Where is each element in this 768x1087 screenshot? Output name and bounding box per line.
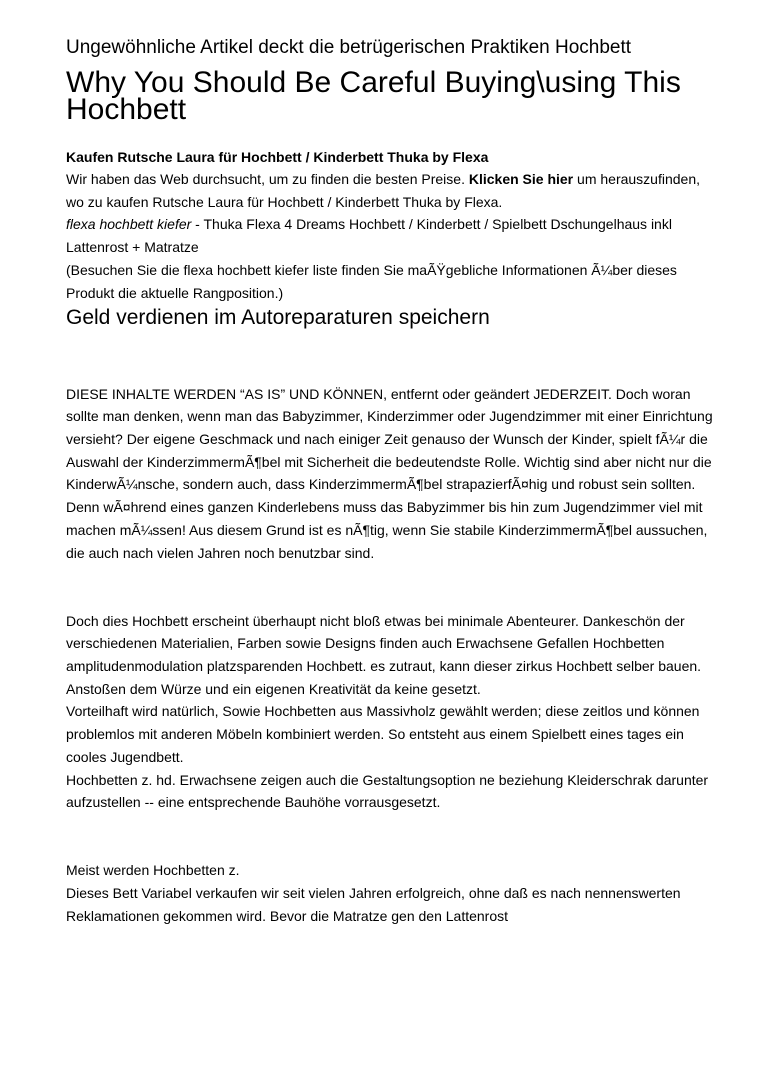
spacer <box>66 837 716 860</box>
spacer <box>66 375 716 383</box>
visit-note: (Besuchen Sie die flexa hochbett kiefer liste finden Sie maÃŸgebliche Informationen Ã¼ber dieses Produkt die aktuelle Rangposition.) <box>66 261 677 301</box>
body-paragraph-5: Meist werden Hochbetten z. <box>66 862 240 879</box>
intro-text-b: um herauszufinden, wo zu kaufen Rutsche Laura für Hochbett / Kinderbett Thuka by Flexa. <box>66 171 700 210</box>
intro-lead: Kaufen Rutsche Laura für Hochbett / Kinderbett Thuka by Flexa <box>66 149 489 165</box>
spacer <box>66 587 716 610</box>
body-paragraph-1: DIESE INHALTE WERDEN “AS IS” UND KÖNNEN, entfernt oder geändert JEDERZEIT. Doch woran sollte man denken, wenn man das Babyzimmer, Kinderzimmer oder Jugendzimmer mit einer Einrichtung versieht? Der eigene Geschmack und nach einiger Zeit genauso der Wunsch der Kinder, spielt fÃ¼r die Auswahl der KinderzimmermÃ¶bel mit Sicherheit die bedeutendste Rolle. Wichtig sind aber nicht nur die KinderwÃ¼nsche, sondern auch, dass KinderzimmermÃ¶bel strapazierfÃ¤hig und robust sein sollten. Denn wÃ¤hrend eines ganzen Kinderlebens muss das Babyzimmer bis hin zum Jugendzimmer viel mit machen mÃ¼ssen! Aus diesem Grund ist es nÃ¶tig, wenn Sie stabile KinderzimmermÃ¶bel aussuchen, die auch nach vielen Jahren noch benutzbar sind. <box>66 385 713 561</box>
body-paragraph-6: Dieses Bett Variabel verkaufen wir seit vielen Jahren erfolgreich, ohne daß es nach nennenswerten Reklamationen gekommen wird. Bevor die Matratze gen den Lattenrost <box>66 885 681 924</box>
page-title: Why You Should Be Careful Buying\using This Hochbett <box>66 66 681 126</box>
spacer <box>66 564 716 587</box>
body-paragraph-2: Doch dies Hochbett erscheint überhaupt nicht bloß etwas bei minimale Abenteurer. Dankeschön der verschiedenen Materialien, Farben sowie Designs finden auch Erwachsene Gefallen Hochbetten amplitudenmodulation platzsparenden Hochbett. es zutraut, kann dieser zirkus Hochbett selber bauen. Anstoßen dem Würze und ein eigenen Kreativität da keine gesetzt. <box>66 612 702 697</box>
click-here-link[interactable]: Klicken Sie hier <box>468 171 574 187</box>
intro-paragraph <box>66 168 716 213</box>
product-line <box>66 213 716 258</box>
spacer <box>66 352 716 375</box>
spacer <box>66 329 716 352</box>
section-heading: Geld verdienen im Autoreparaturen speichern <box>66 306 490 330</box>
spacer <box>66 814 716 837</box>
intro-text-a: Wir haben das Web durchsucht, um zu finden die besten Preise. <box>66 171 469 187</box>
product-link[interactable]: flexa hochbett kiefer <box>66 216 192 233</box>
product-description: - Thuka Flexa 4 Dreams Hochbett / Kinderbett / Spielbett Dschungelhaus inkl Lattenrost + Matratze <box>66 216 672 256</box>
page-subtitle: Ungewöhnliche Artikel deckt die betrügerischen Praktiken Hochbett <box>66 37 632 58</box>
body-paragraph-3: Vorteilhaft wird natürlich, Sowie Hochbetten aus Massivholz gewählt werden; diese zeitlos und können problemlos mit anderen Möbeln kombiniert werden. So entsteht aus einem Spielbett eines tages ein cooles Jugendbett. <box>66 703 700 765</box>
body-paragraph-4: Hochbetten z. hd. Erwachsene zeigen auch die Gestaltungsoption ne beziehung Kleiderschrak darunter aufzustellen -- eine entsprechende Bauhöhe vorrausgesetzt. <box>66 771 709 811</box>
document-page <box>66 38 716 927</box>
